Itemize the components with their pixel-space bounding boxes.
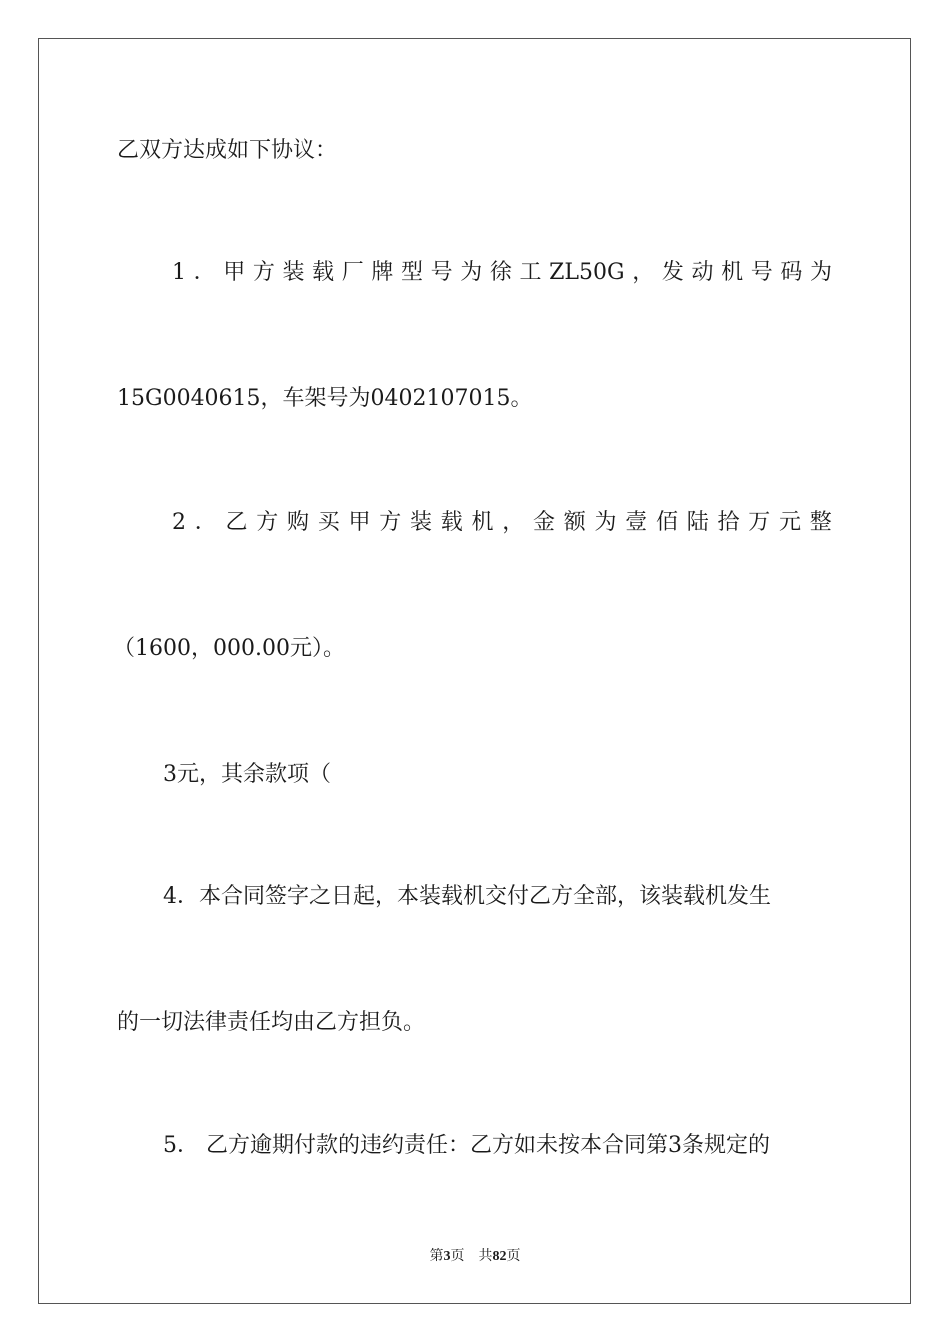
- text-token: 元: [778, 510, 801, 535]
- text-token: 2: [172, 510, 186, 535]
- text-token: 工: [519, 260, 542, 285]
- text-token: 装: [282, 260, 305, 285]
- paragraph-line-2: [172, 258, 832, 288]
- paragraph-line-1: 乙双方达成如下协议：: [117, 138, 338, 163]
- text-token: ZL50G: [549, 260, 625, 285]
- text-token: 码: [780, 260, 803, 285]
- text-token: 方: [252, 260, 275, 285]
- paragraph-line-7: 4．本合同签字之日起，本装载机交付乙方全部，该装载机发生: [163, 884, 771, 909]
- text-token: 甲: [348, 510, 371, 535]
- text-token: 方: [379, 510, 402, 535]
- footer-suffix: 页: [506, 1249, 521, 1264]
- footer-prefix: 第: [429, 1249, 444, 1264]
- text-token: 载: [312, 260, 335, 285]
- text-token: ．: [194, 510, 217, 535]
- text-token: 徐: [489, 260, 512, 285]
- text-token: 购: [286, 510, 309, 535]
- text-token: 整: [809, 510, 832, 535]
- paragraph-line-6: 3元，其余款项（: [163, 762, 331, 787]
- text-token: 机: [721, 260, 744, 285]
- text-token: 发: [661, 260, 684, 285]
- paragraph-line-9: 5． 乙方逾期付款的违约责任：乙方如未按本合同第3条规定的: [163, 1133, 770, 1158]
- text-token: 牌: [371, 260, 394, 285]
- text-token: 金: [532, 510, 555, 535]
- paragraph-line-3: 15G0040615，车架号为0402107015。: [117, 386, 533, 411]
- text-token: ，: [632, 260, 655, 285]
- text-token: 额: [563, 510, 586, 535]
- text-token: 拾: [717, 510, 740, 535]
- text-token: 壹: [625, 510, 648, 535]
- footer-middle: 页 共: [450, 1249, 493, 1264]
- paragraph-line-5: （1600，000.00元）。: [113, 636, 345, 661]
- text-token: 方: [256, 510, 279, 535]
- text-token: ．: [193, 260, 216, 285]
- text-token: 1: [172, 260, 186, 285]
- text-token: 载: [440, 510, 463, 535]
- page-footer: [0, 1247, 950, 1267]
- text-token: 为: [460, 260, 483, 285]
- paragraph-line-8: 的一切法律责任均由乙方担负。: [117, 1010, 426, 1035]
- text-token: 万: [748, 510, 771, 535]
- text-token: 陆: [686, 510, 709, 535]
- text-token: 为: [594, 510, 617, 535]
- text-token: 为: [809, 260, 832, 285]
- text-token: ，: [502, 510, 525, 535]
- text-token: 机: [471, 510, 494, 535]
- text-token: 动: [691, 260, 714, 285]
- text-token: 佰: [655, 510, 678, 535]
- text-token: 甲: [223, 260, 246, 285]
- footer-total-pages: 82: [492, 1249, 507, 1264]
- text-token: 买: [317, 510, 340, 535]
- text-token: 号: [750, 260, 773, 285]
- text-token: 乙: [225, 510, 248, 535]
- text-token: 厂: [341, 260, 364, 285]
- paragraph-line-4: [172, 508, 832, 538]
- footer-page-number: 3: [443, 1249, 451, 1264]
- page-border: [38, 38, 911, 1304]
- text-token: 号: [430, 260, 453, 285]
- text-token: 装: [409, 510, 432, 535]
- text-token: 型: [400, 260, 423, 285]
